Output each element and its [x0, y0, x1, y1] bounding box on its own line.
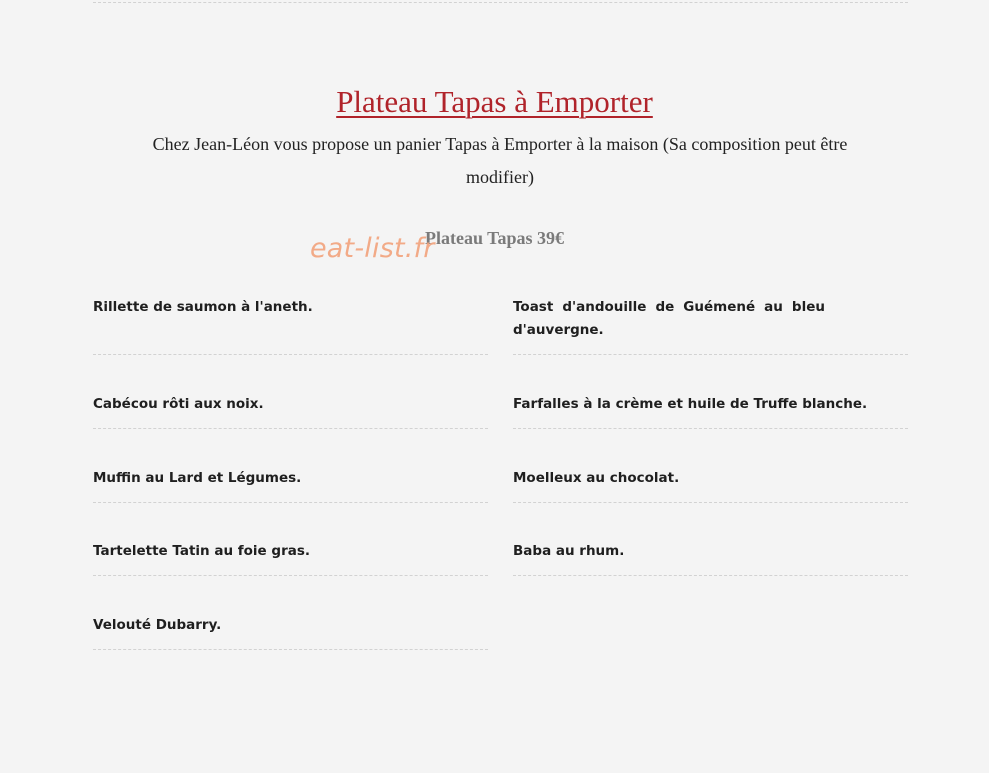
menu-item [93, 393, 488, 429]
section-title: Plateau Tapas à Emporter [336, 84, 653, 119]
menu-item-label: Rillette de saumon à l'aneth. [93, 299, 313, 315]
menu-item [513, 540, 908, 576]
menu-item-label: Moelleux au chocolat. [513, 470, 680, 486]
menu-item-label: Velouté Dubarry. [93, 617, 222, 633]
menu-item-label: Toast d'andouille de Guémené au bleu d'auvergne. [513, 299, 825, 338]
divider [93, 2, 908, 3]
menu-item-label: Baba au rhum. [513, 543, 625, 559]
price-label: Plateau Tapas 39€ [424, 228, 565, 248]
menu-item-label: Cabécou rôti aux noix. [93, 396, 264, 412]
menu-item-label: Farfalles à la crème et huile de Truffe blanche. [513, 396, 868, 412]
menu-item [93, 296, 488, 355]
section-intro: Chez Jean-Léon vous propose un panier Tapas à Emporter à la maison (Sa composition peut être modifier) [152, 134, 848, 187]
menu-item [513, 393, 908, 429]
menu-item [93, 540, 488, 576]
menu-item [513, 296, 908, 355]
watermark-logo: eat-list.fr [310, 233, 435, 264]
menu-item [93, 467, 488, 503]
menu-item [513, 467, 908, 503]
menu-item [93, 614, 488, 650]
menu-item-label: Tartelette Tatin au foie gras. [93, 543, 311, 559]
menu-item-label: Muffin au Lard et Légumes. [93, 470, 302, 486]
